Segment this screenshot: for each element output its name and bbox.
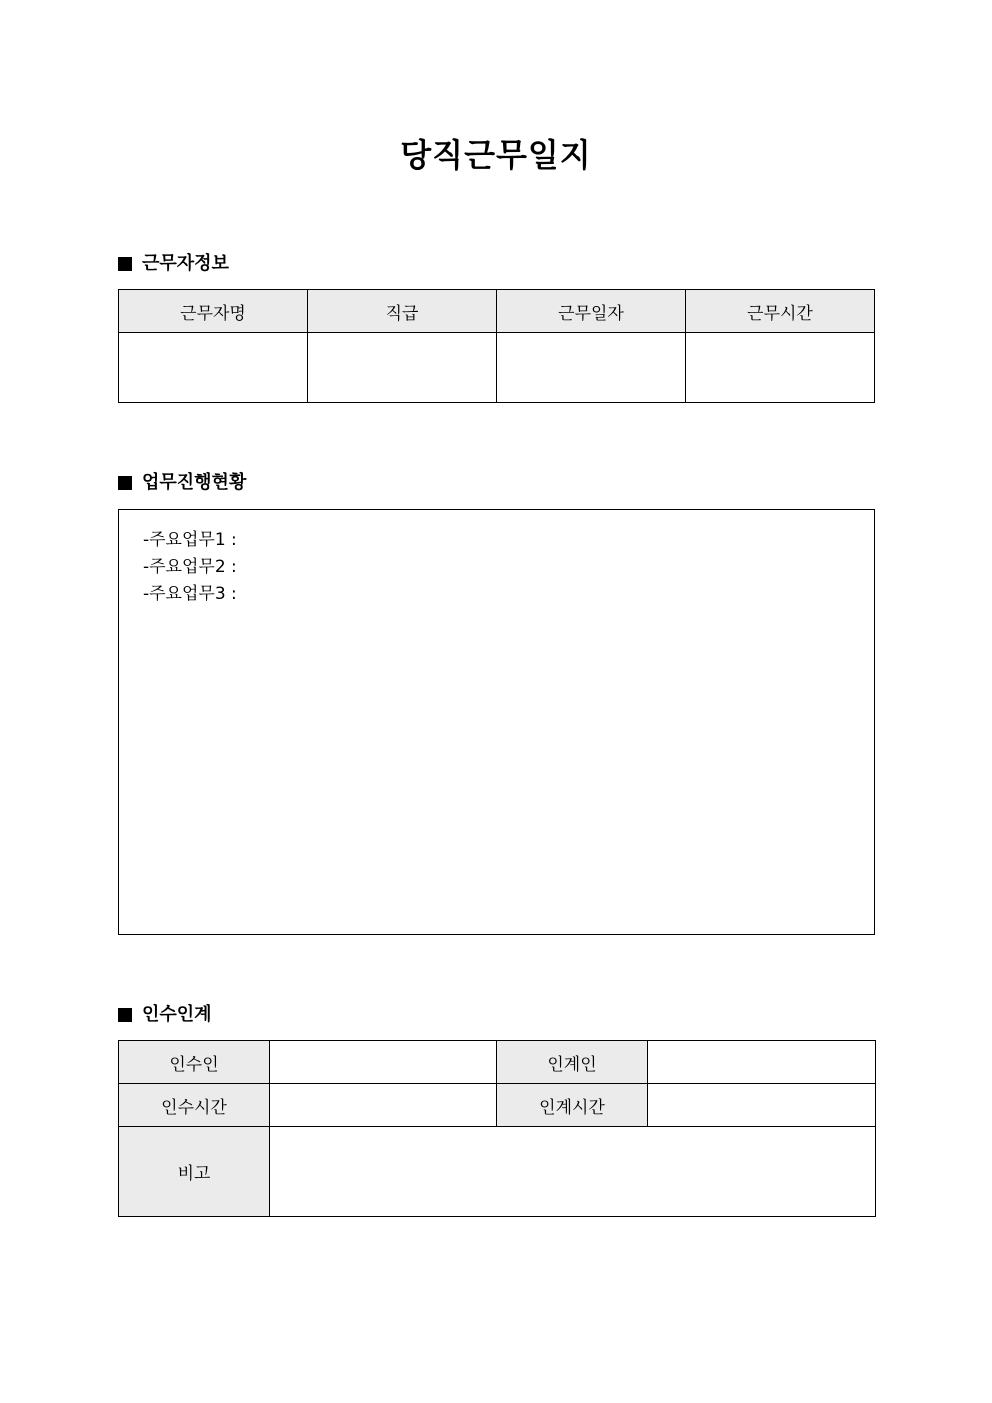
handover-heading-text: 인수인계 [142,1004,212,1025]
receiver-label: 인수인 [119,1041,270,1084]
receive-time-label: 인수시간 [119,1084,270,1127]
remarks-field[interactable] [270,1127,876,1217]
work-time-field[interactable] [686,333,875,403]
square-bullet-icon [118,257,132,271]
give-time-label: 인계시간 [497,1084,648,1127]
progress-heading [118,470,246,496]
task-list [143,527,237,608]
give-time-field[interactable] [648,1084,876,1127]
worker-info-heading-text: 근무자정보 [142,253,229,274]
handover-heading [118,1002,212,1028]
work-date-field[interactable] [497,333,686,403]
worker-name-field[interactable] [119,333,308,403]
work-date-header: 근무일자 [497,290,686,333]
progress-heading-text: 업무진행현황 [142,472,247,493]
worker-info-table [118,289,875,403]
task-item-2: -주요업무2 : [143,557,237,577]
document-title: 당직근무일지 [400,136,592,174]
square-bullet-icon [118,476,132,490]
rank-header: 직급 [308,290,497,333]
worker-info-heading [118,251,229,277]
giver-label: 인계인 [497,1041,648,1084]
progress-box[interactable] [118,509,875,935]
handover-table [118,1040,876,1217]
task-item-1: -주요업무1 : [143,530,237,550]
receive-time-field[interactable] [270,1084,497,1127]
square-bullet-icon [118,1008,132,1022]
task-item-3: -주요업무3 : [143,584,237,604]
worker-name-header: 근무자명 [119,290,308,333]
remarks-label: 비고 [119,1127,270,1217]
work-time-header: 근무시간 [686,290,875,333]
receiver-field[interactable] [270,1041,497,1084]
giver-field[interactable] [648,1041,876,1084]
rank-field[interactable] [308,333,497,403]
